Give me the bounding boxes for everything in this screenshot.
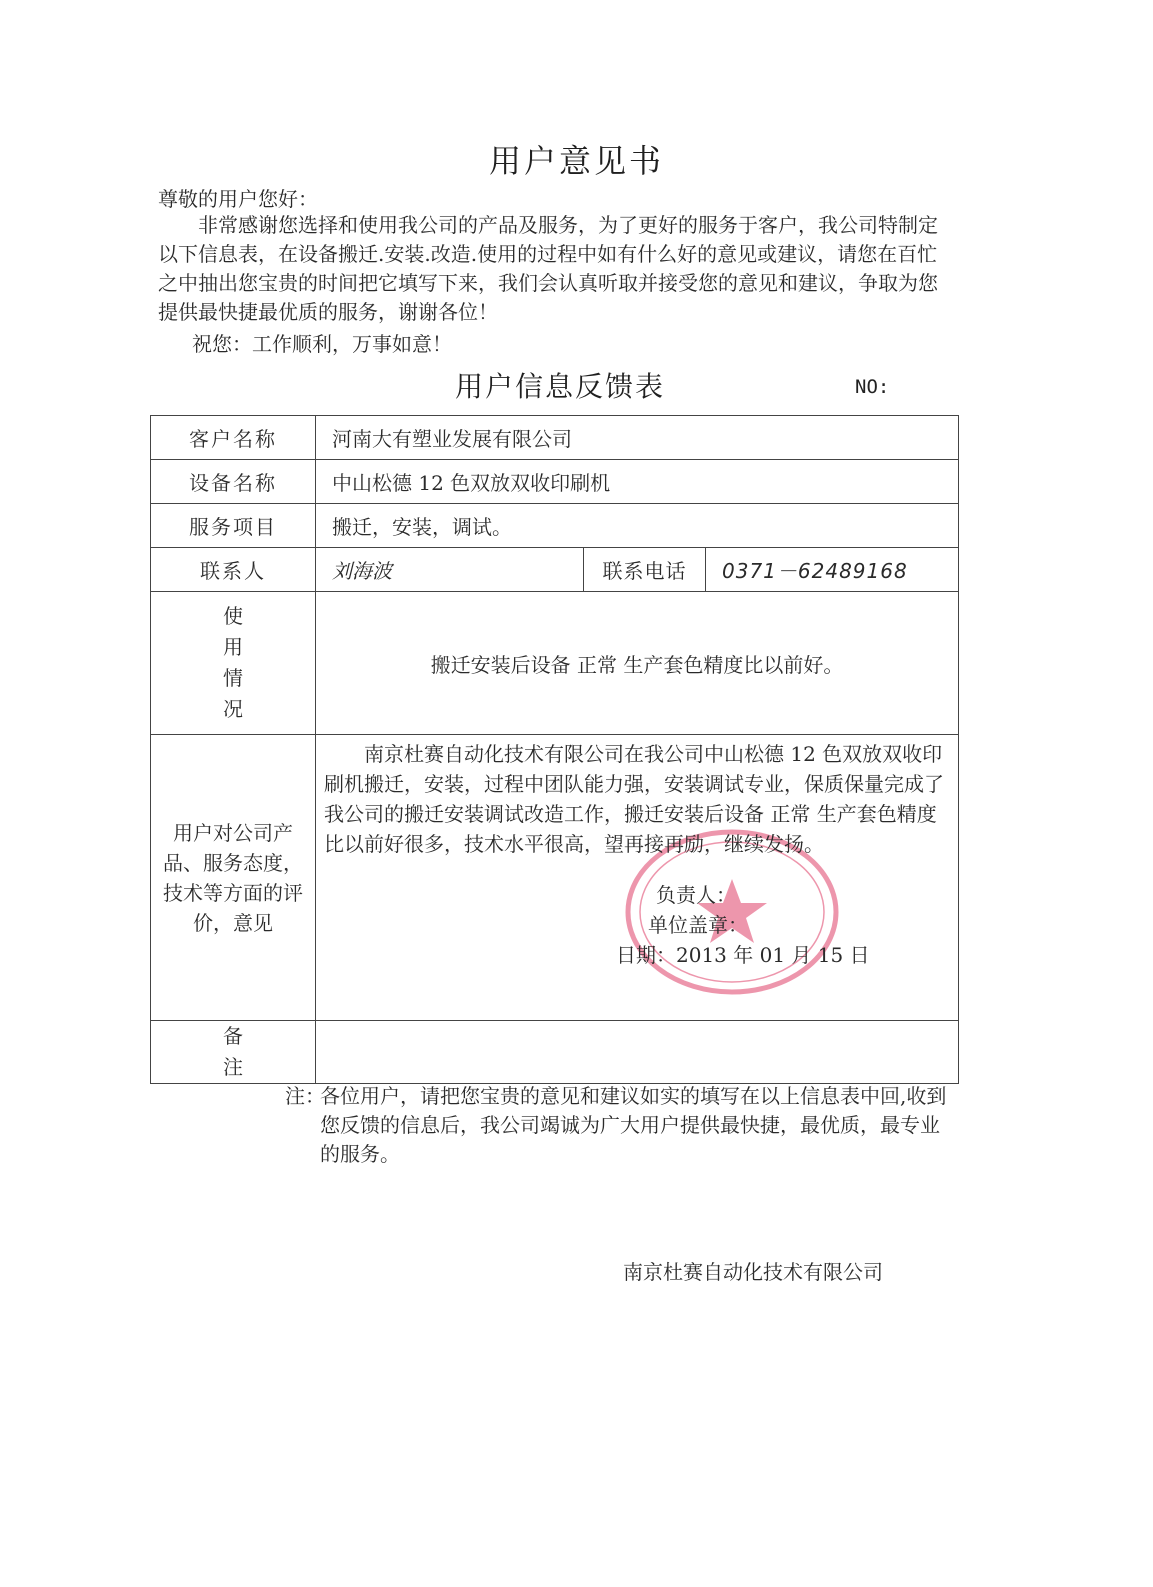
evaluation-row xyxy=(151,735,959,1021)
date-label: 日期：2013 年 01 月 15 日 xyxy=(616,943,870,967)
usage-value: 搬迁安装后设备 正常 生产套色精度比以前好。 xyxy=(316,592,959,735)
contact-signature: 刘海波 xyxy=(316,548,584,592)
usage-label-char: 情 xyxy=(223,666,243,690)
remarks-row xyxy=(151,1021,959,1084)
evaluation-cell xyxy=(316,735,959,1021)
remarks-label xyxy=(151,1021,316,1084)
note-text: 各位用户，请把您宝贵的意见和建议如实的填写在以上信息表中回,收到您反馈的信息后，我公司竭诚为广大用户提供最快捷，最优质，最专业的服务。 xyxy=(320,1084,947,1166)
remarks-label-char: 备 xyxy=(223,1024,243,1048)
device-row xyxy=(151,460,959,504)
evaluation-label: 用户对公司产品、服务态度，技术等方面的评价，意见 xyxy=(151,735,316,1021)
phone-label: 联系电话 xyxy=(584,548,706,592)
seal-label: 单位盖章： xyxy=(648,913,748,937)
service-row xyxy=(151,504,959,548)
remarks-value xyxy=(316,1021,959,1084)
remarks-label-char: 注 xyxy=(223,1055,243,1079)
customer-value: 河南大有塑业发展有限公司 xyxy=(316,416,959,460)
form-subtitle: 用户信息反馈表 xyxy=(455,370,666,403)
note-label: 注： xyxy=(285,1084,325,1108)
form-number-label: NO: xyxy=(855,376,890,398)
customer-row xyxy=(151,416,959,460)
usage-label xyxy=(151,592,316,735)
contact-label: 联系人 xyxy=(151,548,316,592)
phone-value: 0371－62489168 xyxy=(706,548,959,592)
device-label: 设备名称 xyxy=(151,460,316,504)
evaluation-text: 南京杜赛自动化技术有限公司在我公司中山松德 12 色双放双收印刷机搬迁，安装，过程中团队能力强，安装调试专业，保质保量完成了我公司的搬迁安装调试改造工作，搬迁安装后设备 正常 生产套色精度比以前好很多，技术水平很高，望再接再励，继续发扬。 xyxy=(324,742,944,856)
usage-label-char: 使 xyxy=(223,604,243,628)
service-value: 搬迁，安装，调试。 xyxy=(316,504,959,548)
wish-line: 祝您：工作顺利，万事如意！ xyxy=(192,332,452,356)
greeting: 尊敬的用户您好： xyxy=(158,187,318,211)
service-label: 服务项目 xyxy=(151,504,316,548)
customer-label: 客户名称 xyxy=(151,416,316,460)
responsible-person-label: 负责人： xyxy=(656,883,736,907)
device-value: 中山松德 12 色双放双收印刷机 xyxy=(316,460,959,504)
signature-block xyxy=(616,880,870,970)
usage-label-char: 用 xyxy=(223,635,243,659)
usage-row xyxy=(151,592,959,735)
intro-paragraph: 非常感谢您选择和使用我公司的产品及服务，为了更好的服务于客户，我公司特制定以下信息表，在设备搬迁.安装.改造.使用的过程中如有什么好的意见或建议，请您在百忙之中抽出您宝贵的时间把它填写下来，我们会认真听取并接受您的意见和建议，争取为您提供最快捷最优质的服务，谢谢各位！ xyxy=(158,213,938,324)
feedback-form-table xyxy=(150,415,959,1084)
document-title: 用户意见书 xyxy=(488,142,664,180)
usage-label-char: 况 xyxy=(223,697,243,721)
footer-company-name: 南京杜赛自动化技术有限公司 xyxy=(623,1260,883,1284)
contact-row xyxy=(151,548,959,592)
